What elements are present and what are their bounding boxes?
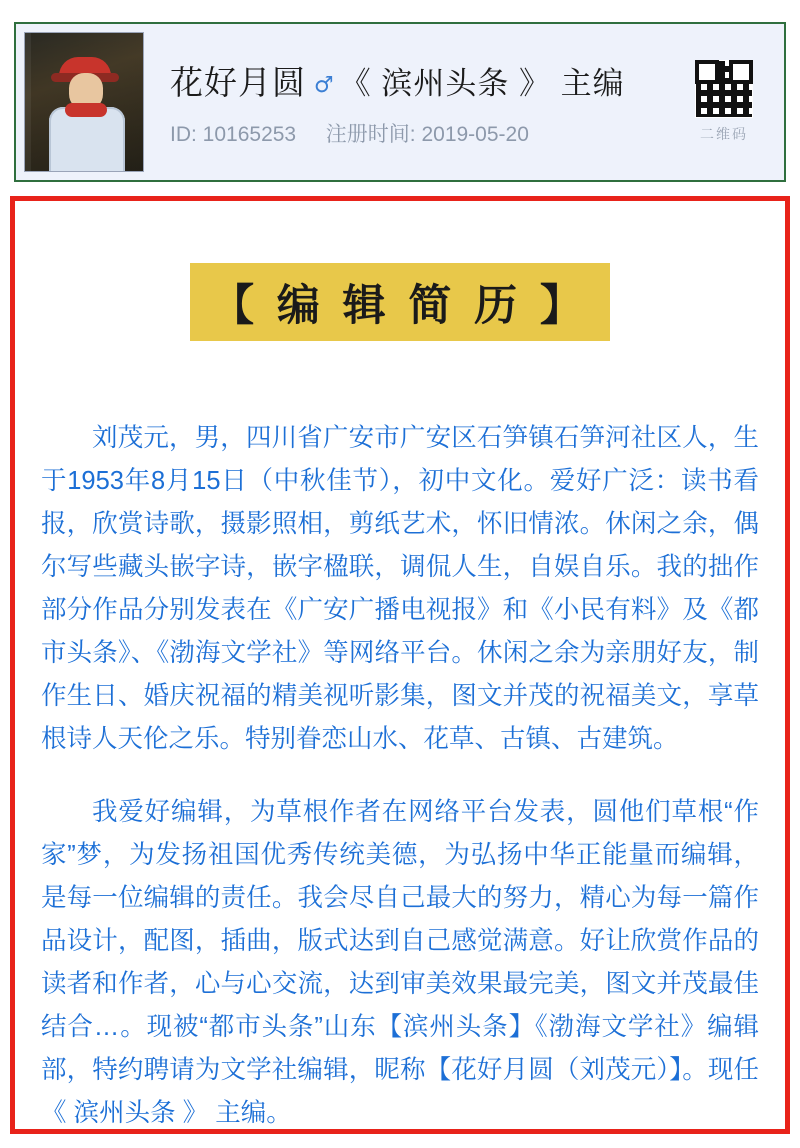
profile-role-title: 《 滨州头条 》 主编 — [339, 65, 625, 101]
article-paragraph: 我爱好编辑，为草根作者在网络平台发表，圆他们草根“作家”梦，为发扬祖国优秀传统美德，为弘扬中华正能量而编辑，是每一位编辑的责任。我会尽自己最大的努力，精心为每一篇作品设计，配图，插曲，版式达到自己感觉满意。好让欣赏作品的读者和作者，心与心交流，达到审美效果最完美，图文并茂最佳结合…。现被“都市头条”山东【滨州头条】《渤海文学社》编辑部，特约聘请为文学社编辑，昵称【花好月圆（刘茂元）】。现任《 滨州头条 》 主编。 — [41, 798, 759, 1127]
qr-code-label: 二维码 — [700, 126, 748, 142]
profile-join-date: 注册时间: 2019-05-20 — [325, 122, 529, 146]
article-paragraph: 刘茂元，男，四川省广安市广安区石笋镇石笋河社区人，生于1953年8月15日（中秋佳节），初中文化。爱好广泛：读书看报，欣赏诗歌，摄影照相，剪纸艺术，怀旧情浓。休闲之余，偶尔写些藏头嵌字诗，嵌字楹联，调侃人生，自娱自乐。我的拙作部分作品分别发表在《广安广播电视报》和《小民有料》及《都市头条》、《渤海文学社》等网络平台。休闲之余为亲朋好友，制作生日、婚庆祝福的精美视听影集，图文并茂的祝福美文，享草根诗人天伦之乐。特别眷恋山水、花草、古镇、古建筑。 — [41, 424, 759, 753]
article-container — [10, 196, 790, 1134]
profile-name: 花好月圆 — [170, 63, 306, 101]
avatar-scarf — [65, 103, 107, 117]
male-gender-icon: ♂ — [314, 72, 334, 98]
article-body — [41, 417, 759, 1135]
profile-meta-row — [170, 118, 670, 148]
profile-id: ID: 10165253 — [170, 122, 297, 146]
qr-code-block[interactable] — [678, 60, 770, 144]
article-title-banner — [190, 263, 610, 341]
profile-name-row — [170, 57, 670, 104]
avatar[interactable] — [24, 32, 144, 172]
profile-text-block — [144, 57, 678, 148]
profile-header-card — [14, 22, 786, 182]
qr-code-icon[interactable] — [695, 60, 753, 118]
page-title: 【 编 辑 简 历 】 — [211, 282, 589, 330]
